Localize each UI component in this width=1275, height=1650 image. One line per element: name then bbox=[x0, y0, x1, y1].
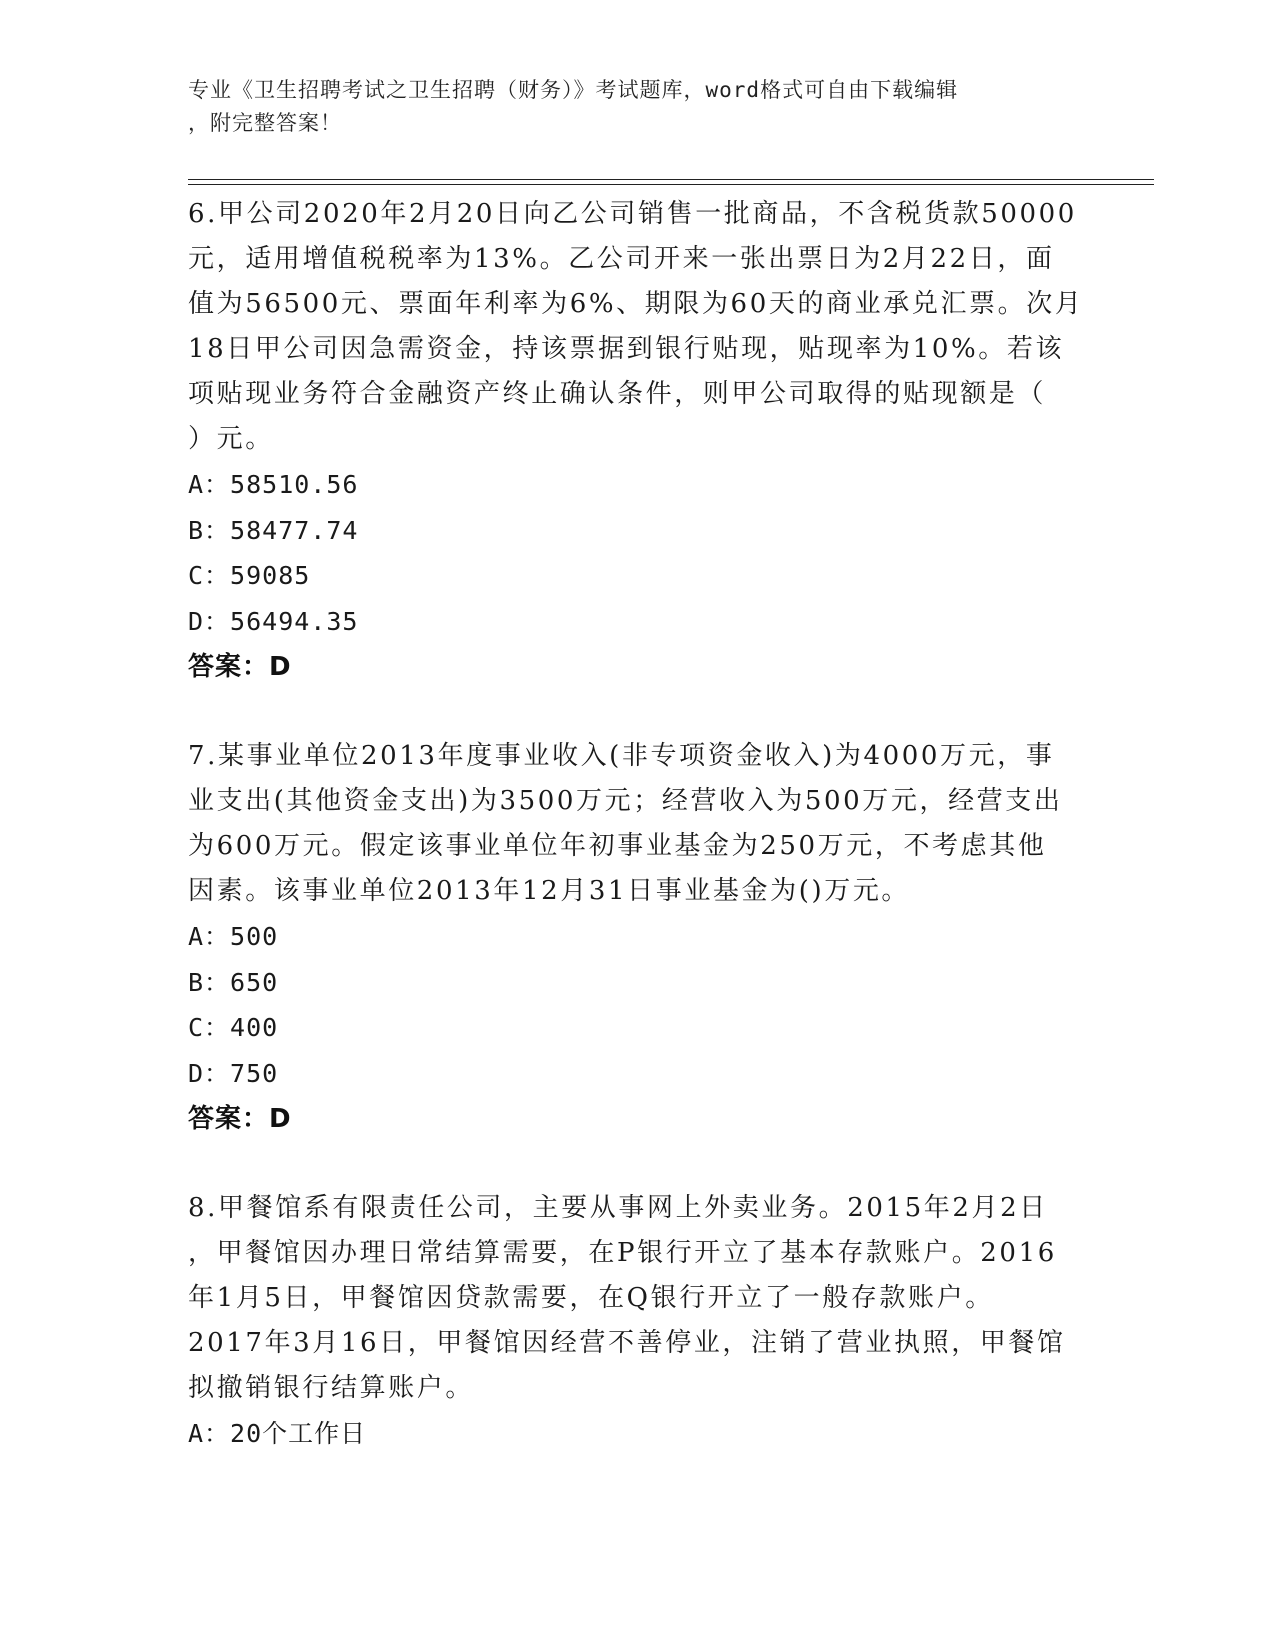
question-line: 8.甲餐馆系有限责任公司，主要从事网上外卖业务。2015年2月2日 bbox=[188, 1193, 1048, 1223]
question-line: ，甲餐馆因办理日常结算需要，在P银行开立了基本存款账户。2016 bbox=[188, 1238, 1057, 1268]
answer-label: 答案：D bbox=[188, 1104, 292, 1134]
option-a: A：58510.56 bbox=[188, 470, 359, 499]
question-spacer bbox=[188, 1142, 1088, 1186]
question-text bbox=[188, 192, 1088, 462]
question-list bbox=[188, 192, 1088, 1457]
header-divider-bottom bbox=[188, 184, 1154, 185]
question-line: 业支出(其他资金支出)为3500万元；经营收入为500万元，经营支出 bbox=[188, 786, 1063, 816]
option-d: D：56494.35 bbox=[188, 606, 359, 636]
option-b: B：58477.74 bbox=[188, 515, 359, 545]
question-line: 值为56500元、票面年利率为6%、期限为60天的商业承兑汇票。次月 bbox=[188, 289, 1084, 319]
question-text bbox=[188, 734, 1088, 914]
option-b: B：650 bbox=[188, 967, 279, 997]
question-line: 项贴现业务符合金融资产终止确认条件，则甲公司取得的贴现额是（ bbox=[188, 379, 1047, 409]
answer-label: 答案：D bbox=[188, 652, 292, 682]
header-line-2: ，附完整答案！ bbox=[188, 111, 342, 135]
question-8 bbox=[188, 1186, 1088, 1457]
option-a: A：500 bbox=[188, 922, 279, 951]
option-a: A：20个工作日 bbox=[188, 1419, 367, 1448]
question-line: 年1月5日，甲餐馆因贷款需要，在Q银行开立了一般存款账户。 bbox=[188, 1283, 994, 1313]
question-line: 元，适用增值税税率为13%。乙公司开来一张出票日为2月22日，面 bbox=[188, 244, 1055, 274]
question-6 bbox=[188, 192, 1088, 690]
option-d: D：750 bbox=[188, 1058, 279, 1088]
document-header bbox=[188, 74, 1068, 140]
question-7 bbox=[188, 734, 1088, 1142]
question-line: 2017年3月16日，甲餐馆因经营不善停业，注销了营业执照，甲餐馆 bbox=[188, 1328, 1066, 1358]
header-line-1: 专业《卫生招聘考试之卫生招聘（财务）》考试题库，word格式可自由下载编辑 bbox=[188, 78, 959, 102]
question-line: 因素。该事业单位2013年12月31日事业基金为()万元。 bbox=[188, 876, 911, 906]
option-c: C：400 bbox=[188, 1013, 279, 1042]
question-line: 7.某事业单位2013年度事业收入(非专项资金收入)为4000万元，事 bbox=[188, 741, 1055, 771]
option-c: C：59085 bbox=[188, 561, 311, 590]
question-text bbox=[188, 1186, 1088, 1411]
question-spacer bbox=[188, 690, 1088, 734]
question-line: 6.甲公司2020年2月20日向乙公司销售一批商品，不含税货款50000 bbox=[188, 199, 1077, 229]
question-line: 为600万元。假定该事业单位年初事业基金为250万元，不考虑其他 bbox=[188, 831, 1047, 861]
question-line: 拟撤销银行结算账户。 bbox=[188, 1373, 475, 1403]
question-line: 18日甲公司因急需资金，持该票据到银行贴现，贴现率为10%。若该 bbox=[188, 334, 1065, 364]
question-line: ）元。 bbox=[188, 424, 274, 454]
header-divider-top bbox=[188, 179, 1154, 180]
